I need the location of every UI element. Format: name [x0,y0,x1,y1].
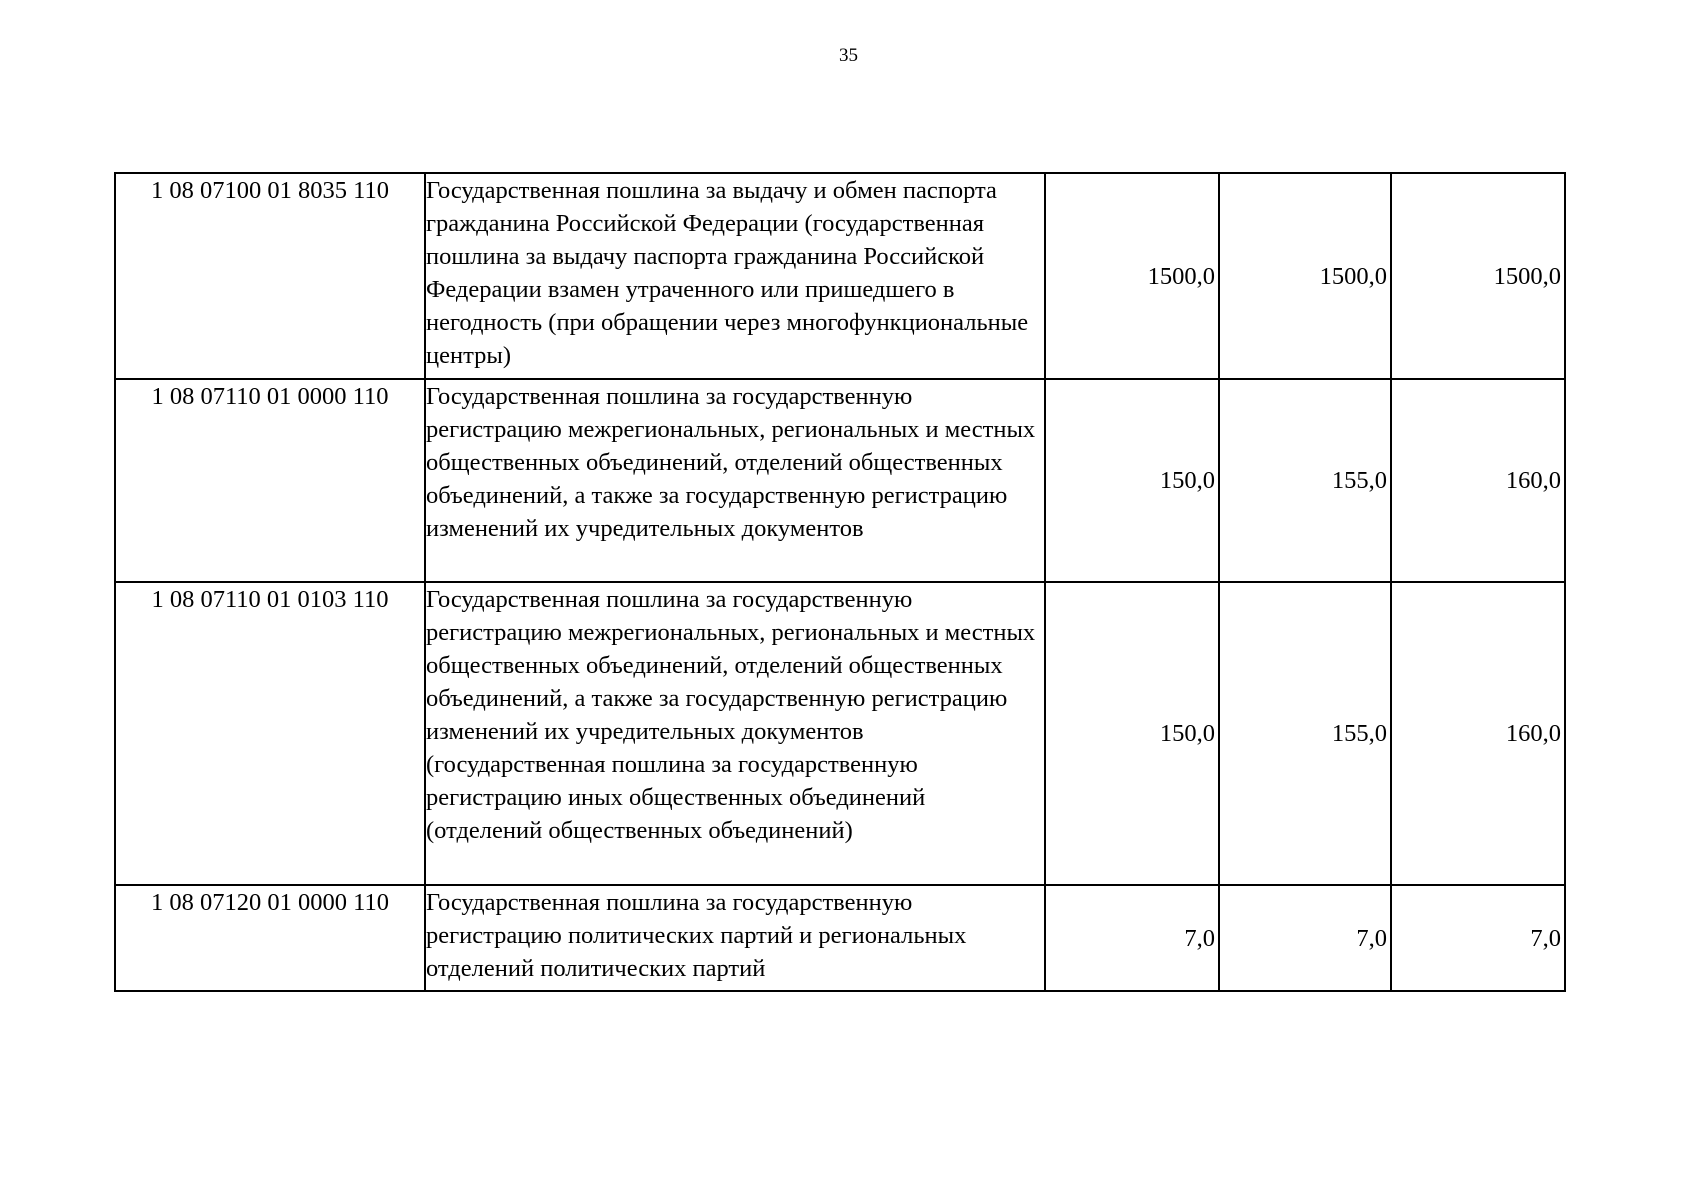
fee-name-cell: Государственная пошлина за государственную регистрацию политических партий и региональных отделений политических партий [425,885,1045,991]
value-cell-year-2: 155,0 [1219,379,1391,582]
value-cell-year-3: 7,0 [1391,885,1565,991]
value-cell-year-3: 1500,0 [1391,173,1565,379]
page-number: 35 [839,45,858,66]
budget-code-cell: 1 08 07110 01 0103 110 [115,582,425,885]
fee-table [114,172,1566,992]
value-cell-year-1: 7,0 [1045,885,1219,991]
budget-code-cell: 1 08 07120 01 0000 110 [115,885,425,991]
table-row [115,885,1565,991]
value-cell-year-3: 160,0 [1391,379,1565,582]
table-row [115,582,1565,885]
value-cell-year-1: 150,0 [1045,379,1219,582]
value-cell-year-1: 150,0 [1045,582,1219,885]
fee-name-cell: Государственная пошлина за государственную регистрацию межрегиональных, региональных и местных общественных объединений, отделений общественных объединений, а также за государственную регистрацию изменений их учредительных документов (государственная пошлина за государственную регистрацию иных общественных объединений (отделений общественных объединений) [425,582,1045,885]
value-cell-year-2: 155,0 [1219,582,1391,885]
budget-code-cell: 1 08 07100 01 8035 110 [115,173,425,379]
table-row [115,379,1565,582]
table-row [115,173,1565,379]
budget-code-cell: 1 08 07110 01 0000 110 [115,379,425,582]
value-cell-year-2: 7,0 [1219,885,1391,991]
fee-name-cell: Государственная пошлина за выдачу и обмен паспорта гражданина Российской Федерации (государственная пошлина за выдачу паспорта гражданина Российской Федерации взамен утраченного или пришедшего в негодность (при обращении через многофункциональные центры) [425,173,1045,379]
value-cell-year-2: 1500,0 [1219,173,1391,379]
value-cell-year-3: 160,0 [1391,582,1565,885]
fee-name-cell: Государственная пошлина за государственную регистрацию межрегиональных, региональных и местных общественных объединений, отделений общественных объединений, а также за государственную регистрацию изменений их учредительных документов [425,379,1045,582]
value-cell-year-1: 1500,0 [1045,173,1219,379]
